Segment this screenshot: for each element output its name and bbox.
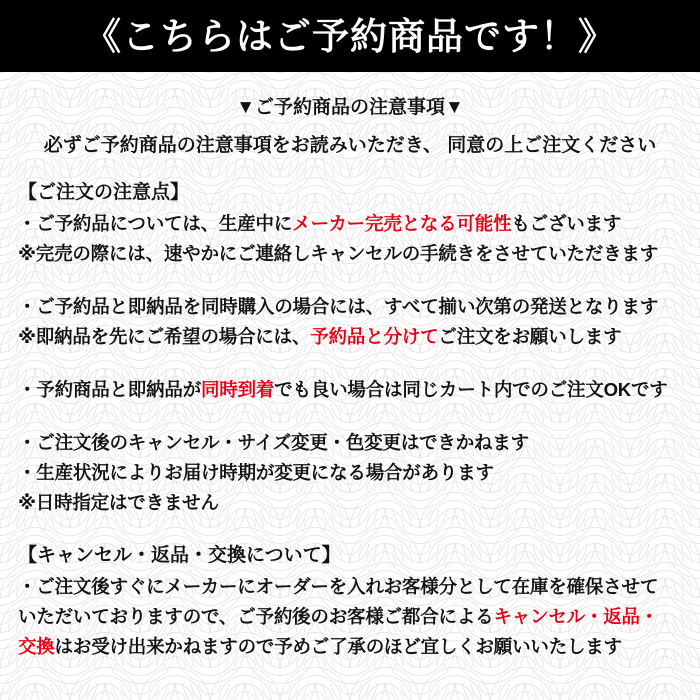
highlighted-text: 交換 bbox=[18, 636, 55, 658]
notice-line bbox=[18, 602, 682, 632]
notice-line bbox=[18, 572, 682, 602]
section-spacer bbox=[18, 532, 682, 541]
notice-text: ・ご予約品と即納品を同時購入の場合には、すべて揃い次第の発送となります bbox=[18, 296, 659, 318]
notice-line bbox=[18, 239, 682, 269]
section-spacer bbox=[18, 419, 682, 428]
notice-content bbox=[0, 72, 700, 662]
notice-section bbox=[18, 428, 682, 518]
notice-text: ・ご注文後すぐにメーカーにオーダーを入れお客様分として在庫を確保させて bbox=[18, 576, 659, 598]
notice-text: ・ご注文後のキャンセル・サイズ変更・色変更はできかねます bbox=[18, 432, 529, 454]
header-banner bbox=[0, 0, 700, 72]
notice-section bbox=[18, 375, 682, 405]
notice-line bbox=[18, 292, 682, 322]
notice-sections bbox=[18, 178, 682, 662]
notice-text: ・生産状況によりお届け時期が変更になる場合があります bbox=[18, 462, 494, 484]
highlighted-text: キャンセル・返品・ bbox=[493, 606, 659, 628]
notice-line bbox=[18, 632, 682, 662]
notice-text: でも良い場合は同じカート内でのご注文OKです bbox=[274, 379, 668, 401]
notice-text: ・ご予約品については、生産中に bbox=[18, 213, 293, 235]
notice-text: ※即納品を先にご希望の場合には、 bbox=[18, 326, 311, 348]
notice-line bbox=[18, 375, 682, 405]
notice-section bbox=[18, 541, 682, 662]
highlighted-text: 予約品と分けて bbox=[310, 326, 439, 348]
notice-line bbox=[18, 322, 682, 352]
notice-text: ※日時指定はできません bbox=[18, 492, 219, 514]
notice-line bbox=[18, 488, 682, 518]
notice-line bbox=[18, 458, 682, 488]
notice-text: もございます bbox=[511, 213, 622, 235]
notice-text: ※完売の際には、速やかにご連絡しキャンセルの手続きをさせていただきます bbox=[18, 243, 658, 265]
notice-text: ・予約商品と即納品が bbox=[18, 379, 202, 401]
notice-section bbox=[18, 178, 682, 269]
notice-section bbox=[18, 292, 682, 352]
section-spacer bbox=[18, 366, 682, 375]
highlighted-text: メーカー完売となる可能性 bbox=[292, 213, 512, 235]
section-spacer bbox=[18, 283, 682, 292]
notice-text: いただいておりますので、ご予約後のお客様ご都合による bbox=[18, 606, 494, 628]
highlighted-text: 同時到着 bbox=[201, 379, 275, 401]
notice-lead: 必ずご予約商品の注意事項をお読みいただき、 同意の上ご注文ください bbox=[43, 134, 657, 156]
section-heading: 【ご注文の注意点】 bbox=[18, 181, 190, 203]
notice-text: はお受け出来かねますので予めご了承のほど宜しくお願いいたします bbox=[54, 636, 622, 658]
notice-body bbox=[0, 72, 700, 700]
notice-line bbox=[18, 428, 682, 458]
notice-title: ▼ご予約商品の注意事項▼ bbox=[236, 97, 464, 118]
section-heading: 【キャンセル・返品・交換について】 bbox=[18, 545, 341, 567]
notice-line bbox=[18, 209, 682, 239]
notice-text: ご注文をお願いします bbox=[438, 326, 622, 348]
page-title: 《こちらはご予約商品です！》 bbox=[84, 15, 616, 57]
